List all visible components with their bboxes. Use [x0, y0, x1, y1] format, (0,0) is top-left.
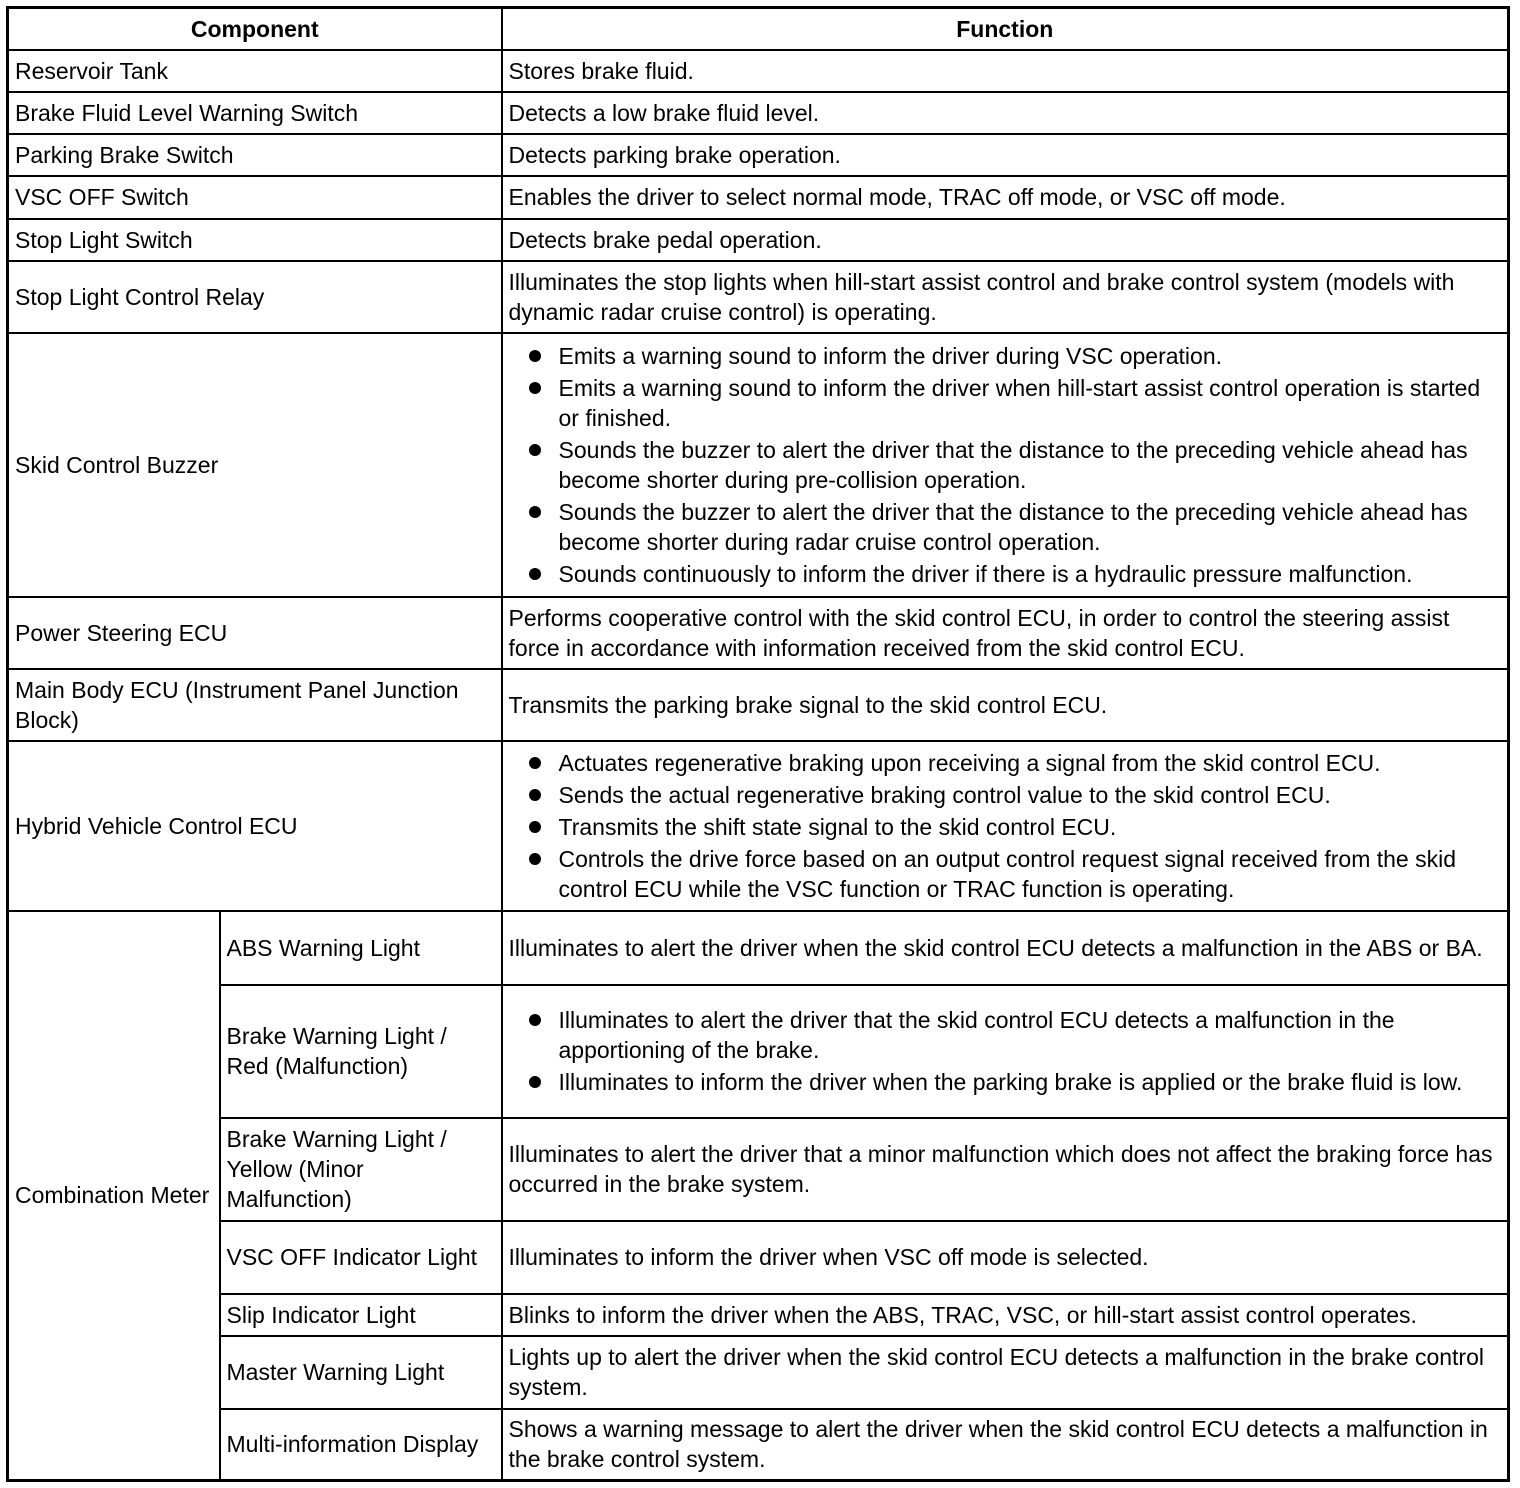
function-cell — [502, 985, 1509, 1118]
function-cell: Stores brake fluid. — [502, 50, 1509, 92]
component-cell: Hybrid Vehicle Control ECU — [8, 741, 502, 911]
list-item — [509, 559, 1502, 589]
sub-component-cell: Brake Warning Light / Red (Malfunction) — [220, 985, 502, 1118]
bullet-icon — [529, 568, 541, 580]
table-row — [8, 1409, 1509, 1481]
function-cell: Enables the driver to select normal mode, TRAC off mode, or VSC off mode. — [502, 176, 1509, 219]
bullet-text: Controls the drive force based on an output control request signal received from the skid control ECU while the VSC function or TRAC function is operating. — [558, 845, 1457, 902]
bullet-list — [509, 341, 1502, 589]
table-row — [8, 669, 1509, 741]
component-cell: Parking Brake Switch — [8, 134, 502, 176]
combination-meter-cell: Combination Meter — [8, 911, 220, 1481]
list-item — [509, 780, 1502, 810]
bullet-icon — [529, 444, 541, 456]
function-cell — [502, 741, 1509, 911]
bullet-text: Sounds the buzzer to alert the driver that the distance to the preceding vehicle ahead has become shorter during radar cruise control operation. — [558, 498, 1468, 555]
bullet-icon — [529, 1076, 541, 1088]
table-row — [8, 176, 1509, 219]
table-row — [8, 1221, 1509, 1294]
bullet-icon — [529, 1014, 541, 1026]
bullet-text: Sounds the buzzer to alert the driver that the distance to the preceding vehicle ahead has become shorter during pre-collision operation. — [558, 436, 1468, 493]
sub-component-cell: Multi-information Display — [220, 1409, 502, 1481]
function-cell: Detects a low brake fluid level. — [502, 92, 1509, 134]
bullet-icon — [529, 350, 541, 362]
table-row — [8, 741, 1509, 911]
list-item — [509, 341, 1502, 371]
bullet-text: Transmits the shift state signal to the skid control ECU. — [558, 813, 1117, 840]
header-function: Function — [502, 8, 1509, 50]
component-cell: Stop Light Control Relay — [8, 261, 502, 333]
component-cell: Reservoir Tank — [8, 50, 502, 92]
bullet-text: Sends the actual regenerative braking control value to the skid control ECU. — [558, 781, 1331, 808]
bullet-text: Emits a warning sound to inform the driver when hill-start assist control operation is started or finished. — [558, 374, 1481, 431]
bullet-icon — [529, 382, 541, 394]
component-cell: Stop Light Switch — [8, 219, 502, 261]
table-row — [8, 261, 1509, 333]
table-row — [8, 219, 1509, 261]
bullet-text: Illuminates to inform the driver when the parking brake is applied or the brake fluid is low. — [558, 1069, 1463, 1095]
table-row — [8, 134, 1509, 176]
function-cell: Blinks to inform the driver when the ABS, TRAC, VSC, or hill-start assist control operates. — [502, 1294, 1509, 1336]
function-cell: Shows a warning message to alert the driver when the skid control ECU detects a malfunction in the brake control system. — [502, 1409, 1509, 1481]
function-cell — [502, 333, 1509, 597]
list-item — [509, 497, 1502, 557]
bullet-text: Emits a warning sound to inform the driver during VSC operation. — [558, 342, 1223, 369]
bullet-text: Sounds continuously to inform the driver if there is a hydraulic pressure malfunction. — [558, 560, 1413, 587]
component-cell: Power Steering ECU — [8, 597, 502, 669]
bullet-icon — [529, 506, 541, 518]
sub-component-cell: Slip Indicator Light — [220, 1294, 502, 1336]
header-component: Component — [8, 8, 502, 50]
sub-component-cell: VSC OFF Indicator Light — [220, 1221, 502, 1294]
function-cell: Performs cooperative control with the skid control ECU, in order to control the steering assist force in accordance with information received from the skid control ECU. — [502, 597, 1509, 669]
bullet-icon — [529, 757, 541, 769]
list-item — [509, 373, 1502, 433]
list-item — [509, 812, 1502, 842]
table-row — [8, 1336, 1509, 1409]
table-row — [8, 597, 1509, 669]
sub-component-cell: ABS Warning Light — [220, 911, 502, 985]
table-row — [8, 1118, 1509, 1221]
list-item — [509, 435, 1502, 495]
bullet-list — [509, 1005, 1502, 1097]
list-item — [509, 748, 1502, 778]
bullet-text: Actuates regenerative braking upon receiving a signal from the skid control ECU. — [558, 749, 1381, 776]
sub-component-cell: Master Warning Light — [220, 1336, 502, 1409]
list-item — [509, 844, 1502, 904]
sub-component-cell: Brake Warning Light / Yellow (Minor Malfunction) — [220, 1118, 502, 1221]
bullet-list — [509, 748, 1502, 904]
table-row — [8, 985, 1509, 1118]
component-cell: Skid Control Buzzer — [8, 333, 502, 597]
table-row — [8, 92, 1509, 134]
function-cell: Detects parking brake operation. — [502, 134, 1509, 176]
bullet-icon — [529, 853, 541, 865]
bullet-icon — [529, 789, 541, 801]
list-item — [509, 1067, 1502, 1097]
table-row — [8, 50, 1509, 92]
function-cell: Illuminates to inform the driver when VSC off mode is selected. — [502, 1221, 1509, 1294]
table-row — [8, 911, 1509, 985]
component-cell: Main Body ECU (Instrument Panel Junction Block) — [8, 669, 502, 741]
component-function-table — [6, 6, 1510, 1482]
table-row — [8, 333, 1509, 597]
bullet-text: Illuminates to alert the driver that the skid control ECU detects a malfunction in the apportioning of the brake. — [558, 1007, 1395, 1063]
component-cell: Brake Fluid Level Warning Switch — [8, 92, 502, 134]
function-cell: Detects brake pedal operation. — [502, 219, 1509, 261]
function-cell: Illuminates the stop lights when hill-start assist control and brake control system (models with dynamic radar cruise control) is operating. — [502, 261, 1509, 333]
function-cell: Illuminates to alert the driver that a minor malfunction which does not affect the braking force has occurred in the brake system. — [502, 1118, 1509, 1221]
component-cell: VSC OFF Switch — [8, 176, 502, 219]
table-row — [8, 1294, 1509, 1336]
list-item — [509, 1005, 1502, 1065]
bullet-icon — [529, 821, 541, 833]
function-cell: Lights up to alert the driver when the skid control ECU detects a malfunction in the brake control system. — [502, 1336, 1509, 1409]
function-cell: Illuminates to alert the driver when the skid control ECU detects a malfunction in the ABS or BA. — [502, 911, 1509, 985]
function-cell: Transmits the parking brake signal to the skid control ECU. — [502, 669, 1509, 741]
header-row — [8, 8, 1509, 50]
